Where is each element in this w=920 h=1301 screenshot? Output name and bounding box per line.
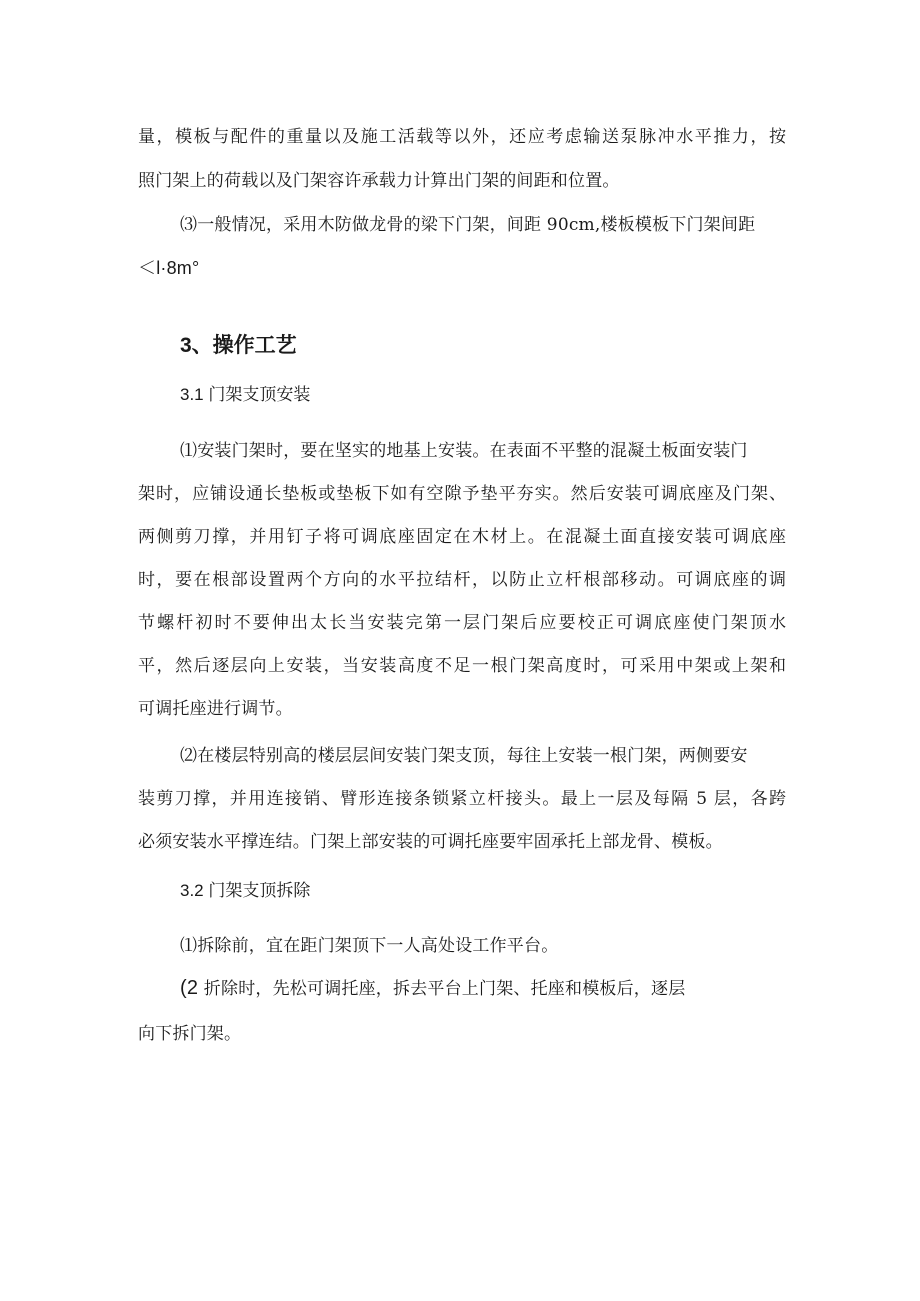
paragraph-line: 时，要在根部设置两个方向的水平拉结杆，以防止立杆根部移动。可调底座的调 [138, 570, 786, 590]
subsection-title [180, 384, 310, 406]
item-3-line: ＜l·8m° [138, 258, 200, 278]
subsection-title-text: 3.2 门架支顶拆除 [180, 881, 311, 900]
paragraph-line: 可调托座进行调节。 [138, 699, 293, 719]
paragraph-line: 必须安装水平撑连结。门架上部安装的可调托座要牢固承托上部龙骨、模板。 [138, 832, 723, 852]
paragraph-line: 照门架上的荷载以及门架容许承载力计算出门架的间距和位置。 [138, 171, 620, 191]
paragraph-line: 向下拆门架。 [138, 1024, 242, 1044]
item-number: (2 [180, 977, 199, 999]
paragraph-line: ⑴拆除前，宜在距门架顶下一人高处设工作平台。 [180, 936, 559, 956]
item-3-line: ⑶一般情况，采用木防做龙骨的梁下门架，间距 90cm,楼板模板下门架间距 [180, 215, 756, 235]
paragraph-line: ⑴安装门架时，要在坚实的地基上安装。在表面不平整的混凝土板面安装门 [180, 441, 748, 461]
paragraph-line [180, 977, 685, 1000]
paragraph-line: ⑵在楼层特别高的楼层层间安装门架支顶，每往上安装一根门架，两侧要安 [180, 746, 748, 766]
paragraph-line: 量，模板与配件的重量以及施工活载等以外，还应考虑输送泵脉冲水平推力，按 [138, 127, 786, 147]
paragraph-line: 装剪刀撑，并用连接销、臂形连接条锁紧立杆接头。最上一层及每隔 5 层，各跨 [138, 789, 786, 809]
subsection-title-text: 3.1 门架支顶安装 [180, 385, 311, 404]
item-text: 折除时，先松可调托座，拆去平台上门架、托座和模板后，逐层 [198, 979, 686, 999]
paragraph-line: 两侧剪刀撑，并用钉子将可调底座固定在木材上。在混凝土面直接安装可调底座 [138, 527, 786, 547]
paragraph-line: 架时，应铺设通长垫板或垫板下如有空隙予垫平夯实。然后安装可调底座及门架、 [138, 484, 786, 504]
section-heading: 3、操作工艺 [180, 334, 297, 357]
subsection-title [180, 880, 310, 902]
paragraph-line: 节螺杆初时不要伸出太长当安装完第一层门架后应要校正可调底座使门架顶水 [138, 613, 786, 633]
paragraph-line: 平，然后逐层向上安装，当安装高度不足一根门架高度时，可采用中架或上架和 [138, 656, 786, 676]
